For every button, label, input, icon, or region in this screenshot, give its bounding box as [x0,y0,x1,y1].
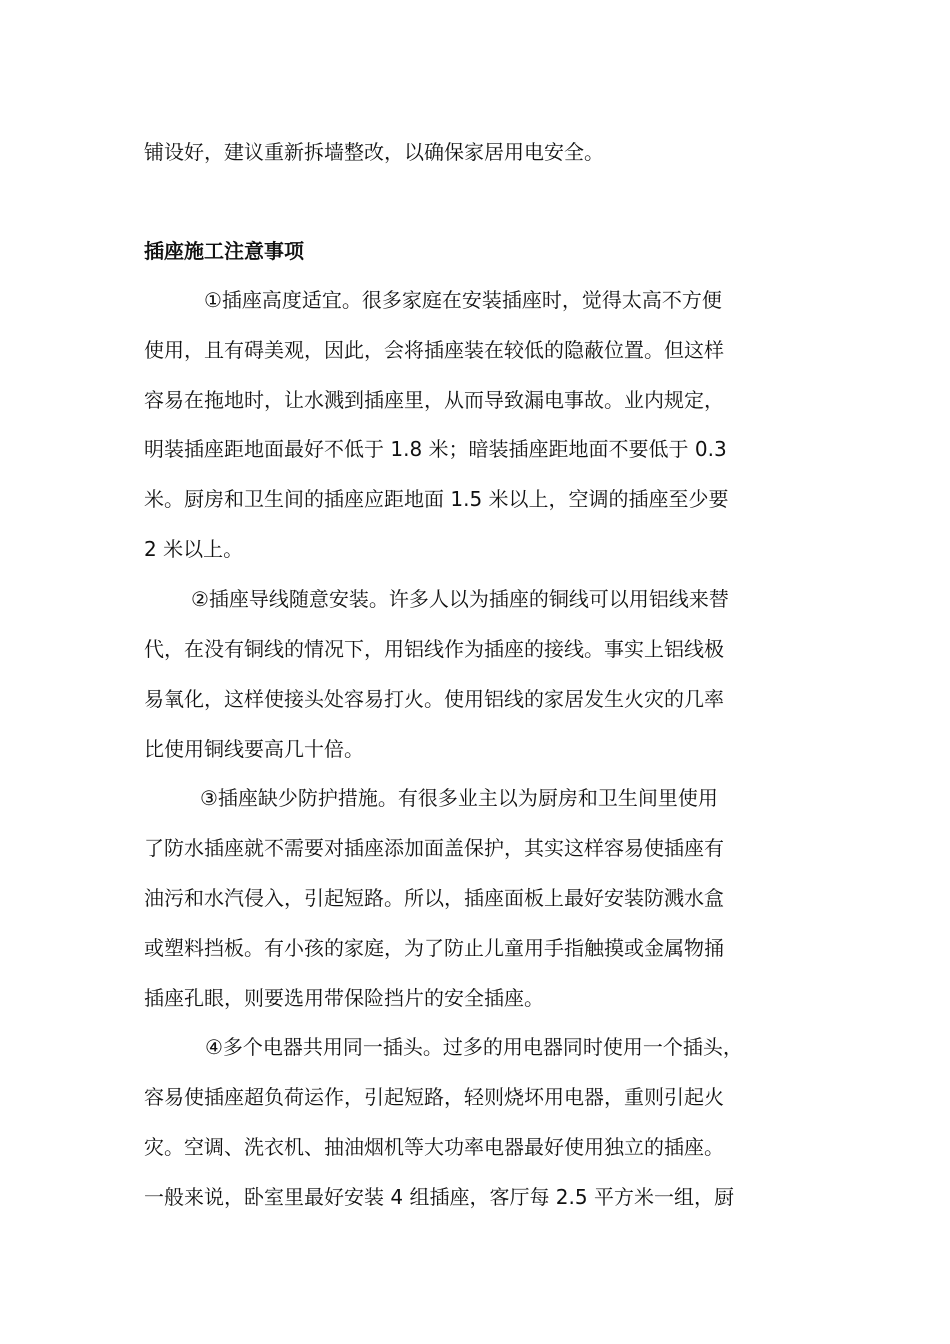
paragraph-line: 代，在没有铜线的情况下，用铝线作为插座的接线。事实上铝线极 [144,637,724,661]
intro-line: 铺设好，建议重新拆墙整改，以确保家居用电安全。 [144,140,604,164]
paragraph-line: ②插座导线随意安装。许多人以为插座的铜线可以用铝线来替 [191,587,729,611]
paragraph-line: 油污和水汽侵入，引起短路。所以，插座面板上最好安装防溅水盒 [144,886,724,910]
paragraph-line: 容易使插座超负荷运作，引起短路，轻则烧坏用电器，重则引起火 [144,1085,724,1109]
paragraph-line: 灾。空调、洗衣机、抽油烟机等大功率电器最好使用独立的插座。 [144,1135,724,1159]
paragraph-line: 容易在拖地时，让水溅到插座里，从而导致漏电事故。业内规定， [144,388,724,412]
paragraph-line: 明装插座距地面最好不低于 1.8 米；暗装插座距地面不要低于 0.3 [144,437,727,461]
paragraph-line: ③插座缺少防护措施。有很多业主以为厨房和卫生间里使用 [200,786,718,810]
paragraph-line: 使用，且有碍美观，因此，会将插座装在较低的隐蔽位置。但这样 [144,338,724,362]
paragraph-line: 2 米以上。 [144,537,244,561]
paragraph-line: 比使用铜线要高几十倍。 [144,737,364,761]
paragraph-line: 易氧化，这样使接头处容易打火。使用铝线的家居发生火灾的几率 [144,687,724,711]
paragraph-line: 插座孔眼，则要选用带保险挡片的安全插座。 [144,986,544,1010]
paragraph-line: 一般来说，卧室里最好安装 4 组插座，客厅每 2.5 平方米一组，厨 [144,1185,734,1209]
paragraph-line: 了防水插座就不需要对插座添加面盖保护，其实这样容易使插座有 [144,836,724,860]
paragraph-line: ①插座高度适宜。很多家庭在安装插座时，觉得太高不方便 [204,288,722,312]
paragraph-line: ④多个电器共用同一插头。过多的用电器同时使用一个插头， [205,1035,743,1059]
paragraph-line: 或塑料挡板。有小孩的家庭，为了防止儿童用手指触摸或金属物捅 [144,936,724,960]
paragraph-line: 米。厨房和卫生间的插座应距地面 1.5 米以上，空调的插座至少要 [144,487,729,511]
section-heading: 插座施工注意事项 [144,239,304,263]
